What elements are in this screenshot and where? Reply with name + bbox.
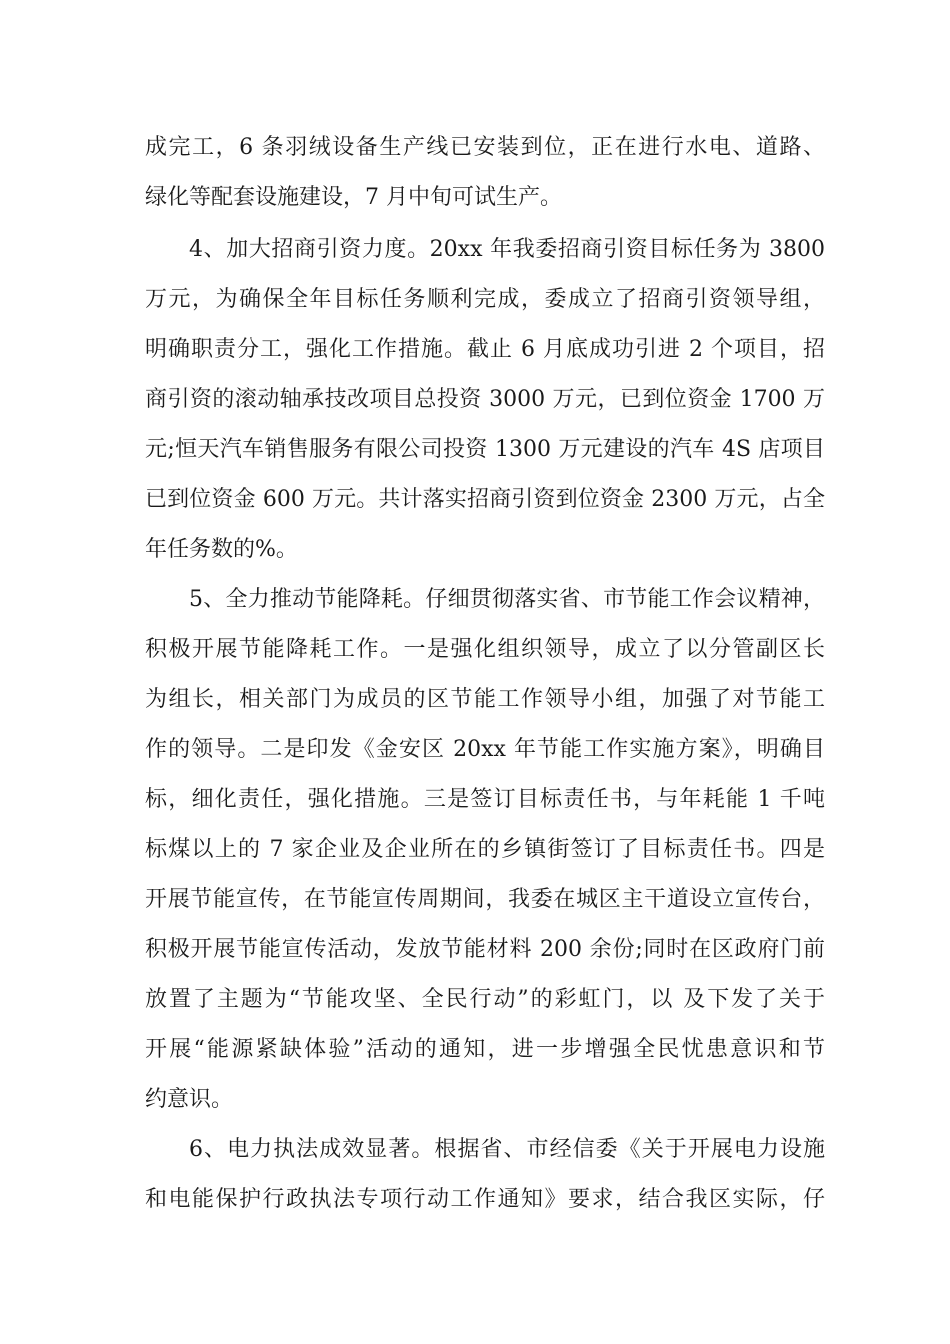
text-line: 约意识。 <box>145 1087 234 1112</box>
text-line: 为组长，相关部门为成员的区节能工作领导小组，加强了对节能工 <box>145 687 825 712</box>
text-line: 年任务数的%。 <box>145 537 298 562</box>
text-line: 明确职责分工，强化工作措施。截止 6 月底成功引进 2 个项目，招 <box>145 337 825 362</box>
text-line: 元;恒天汽车销售服务有限公司投资 1300 万元建设的汽车 4S 店项目 <box>145 437 825 462</box>
text-line: 成完工，6 条羽绒设备生产线已安装到位，正在进行水电、道路、 <box>145 135 825 160</box>
text-line: 积极开展节能宣传活动，发放节能材料 200 余份;同时在区政府门前 <box>145 937 825 962</box>
text-line: 标煤以上的 7 家企业及企业所在的乡镇街签订了目标责任书。四是 <box>145 837 825 862</box>
text-line: 和电能保护行政执法专项行动工作通知》要求，结合我区实际，仔 <box>145 1187 825 1212</box>
text-line: 绿化等配套设施建设，7 月中旬可试生产。 <box>145 185 562 210</box>
text-line: 作的领导。二是印发《金安区 20xx 年节能工作实施方案》，明确目 <box>145 737 825 762</box>
text-line: 商引资的滚动轴承技改项目总投资 3000 万元，已到位资金 1700 万 <box>145 387 825 412</box>
text-line: 放置了主题为“节能攻坚、全民行动”的彩虹门，以 及下发了关于 <box>145 987 825 1012</box>
text-line: 标，细化责任，强化措施。三是签订目标责任书，与年耗能 1 千吨 <box>145 787 825 812</box>
text-line: 已到位资金 600 万元。共计落实招商引资到位资金 2300 万元，占全 <box>145 487 825 512</box>
paragraph-heading-line: 6、电力执法成效显著。根据省、市经信委《关于开展电力设施 <box>189 1137 825 1162</box>
text-line: 万元，为确保全年目标任务顺利完成，委成立了招商引资领导组， <box>145 287 825 312</box>
text-line: 开展“能源紧缺体验”活动的通知，进一步增强全民忧患意识和节 <box>145 1037 825 1062</box>
text-line: 积极开展节能降耗工作。一是强化组织领导，成立了以分管副区长 <box>145 637 825 662</box>
text-line: 开展节能宣传，在节能宣传周期间，我委在城区主干道设立宣传台， <box>145 887 825 912</box>
paragraph-heading-line: 5、全力推动节能降耗。仔细贯彻落实省、市节能工作会议精神， <box>189 587 825 612</box>
paragraph-heading-line: 4、加大招商引资力度。20xx 年我委招商引资目标任务为 3800 <box>189 237 825 262</box>
